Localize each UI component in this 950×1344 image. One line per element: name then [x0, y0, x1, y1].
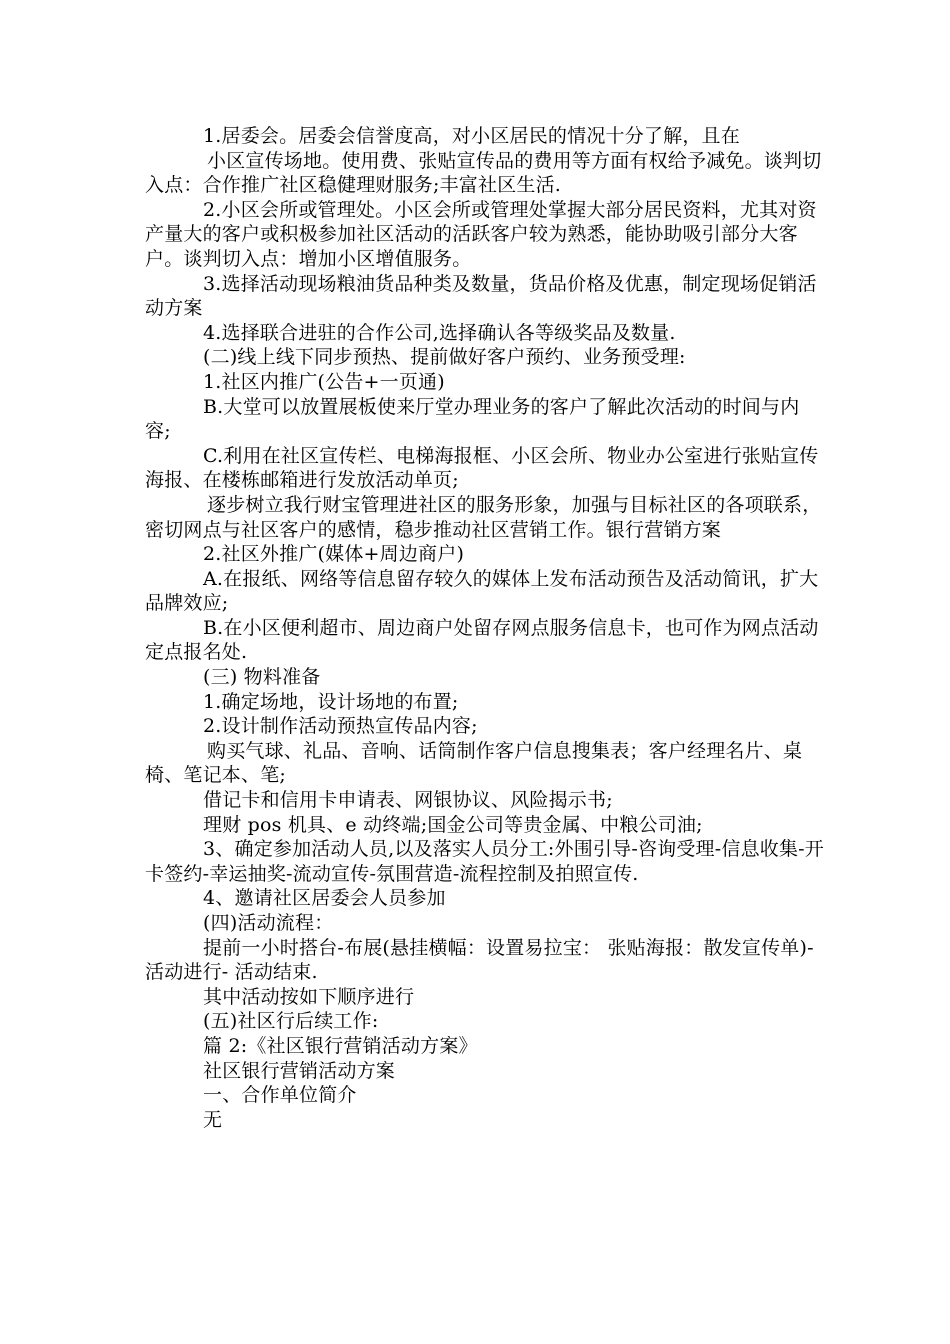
section-heading: (五)社区行后续工作: — [203, 1010, 379, 1033]
paragraph: 3、确定参加活动人员,以及落实人员分工:外围引导-咨询受理-信息收集-开卡签约-幸运抽奖-流动宣传-氛围营造-流程控制及拍照宣传. — [145, 838, 824, 885]
paragraph: B.在小区便利超市、周边商户处留存网点服务信息卡，也可作为网点活动定点报名处. — [145, 616, 819, 664]
paragraph: B.大堂可以放置展板使来厅堂办理业务的客户了解此次活动的时间与内容; — [145, 395, 800, 443]
paragraph: 2.小区会所或管理处。小区会所或管理处掌握大部分居民资料，尤其对资产量大的客户或积极参加社区活动的活跃客户较为熟悉，能协助吸引部分大客户。谈判切入点：增加小区增值服务。 — [145, 198, 817, 270]
paragraph: 社区银行营销活动方案 — [203, 1059, 396, 1082]
paragraph: 提前一小时搭台-布展(悬挂横幅：设置易拉宝： 张贴海报：散发宣传单)-活动进行- 活动结束. — [145, 936, 814, 984]
paragraph: A.在报纸、网络等信息留存较久的媒体上发布活动预告及活动简讯，扩大品牌效应; — [145, 567, 819, 615]
paragraph: 1.社区内推广(公告+一页通) — [203, 370, 445, 393]
document-body — [145, 124, 825, 1132]
section-heading: 一、合作单位简介 — [203, 1084, 357, 1107]
paragraph: 4、邀请社区居委会人员参加 — [203, 887, 446, 910]
paragraph: 1.确定场地，设计场地的布置; — [203, 690, 459, 713]
paragraph: C.利用在社区宣传栏、电梯海报框、小区会所、物业办公室进行张贴宣传海报、在楼栋邮箱进行发放活动单页; — [145, 444, 819, 492]
section-heading: (四)活动流程： — [203, 912, 334, 934]
paragraph: 3.选择活动现场粮油货品种类及数量，货品价格及优惠，制定现场促销活动方案 — [145, 272, 817, 320]
paragraph: 1.居委会。居委会信誉度高，对小区居民的情况十分了解，且在 — [203, 125, 740, 147]
paragraph: 小区宣传场地。使用费、张贴宣传品的费用等方面有权给予减免。谈判切入点：合作推广社区稳健理财服务;丰富社区生活. — [145, 149, 822, 197]
paragraph: 借记卡和信用卡申请表、网银协议、风险揭示书; — [203, 789, 613, 812]
section-heading: (三) 物料准备 — [203, 666, 321, 689]
section-heading: (二)线上线下同步预热、提前做好客户预约、业务预受理: — [203, 346, 686, 369]
paragraph: 无 — [203, 1108, 223, 1131]
paragraph: 其中活动按如下顺序进行 — [203, 985, 415, 1008]
paragraph: 逐步树立我行财宝管理进社区的服务形象，加强与目标社区的各项联系，密切网点与社区客户的感情，稳步推动社区营销工作。银行营销方案 — [145, 493, 822, 541]
paragraph: 2.设计制作活动预热宣传品内容; — [203, 715, 478, 738]
paragraph: 2.社区外推广(媒体+周边商户) — [203, 543, 465, 566]
paragraph: 4.选择联合进驻的合作公司,选择确认各等级奖品及数量. — [203, 321, 676, 344]
paragraph: 理财 pos 机具、e 动终端;国金公司等贵金属、中粮公司油; — [203, 813, 703, 836]
paragraph: 篇 2:《社区银行营销活动方案》 — [203, 1034, 478, 1057]
paragraph: 购买气球、礼品、音响、话筒制作客户信息搜集表；客户经理名片、桌椅、笔记本、笔; — [145, 739, 803, 787]
